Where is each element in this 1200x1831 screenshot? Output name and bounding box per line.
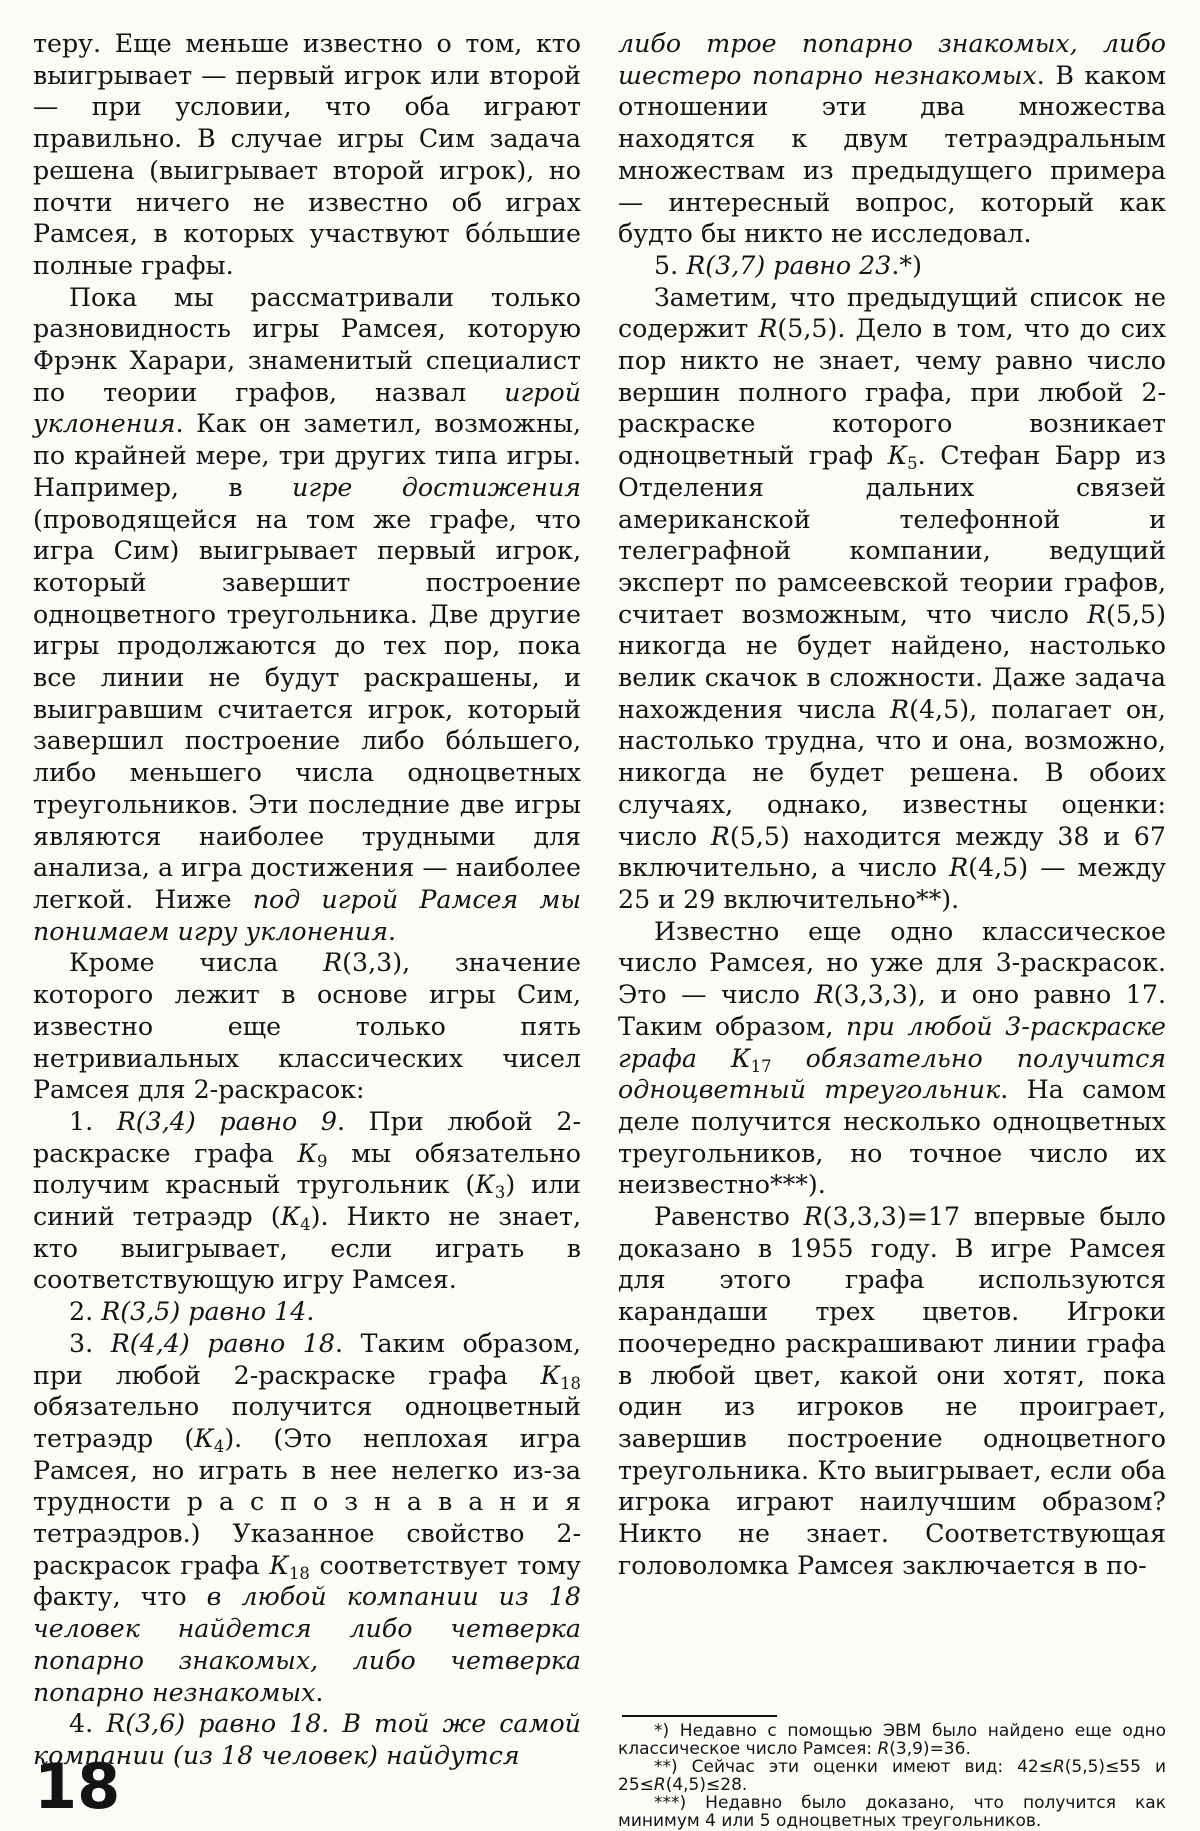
footnotes (618, 1722, 1166, 1830)
list-item: 3. R(4,4) равно 18. Таким образом, при любой 2-раскраске графа $К_{18}$ обязательно получится одноцветный тетраэдр $(К_4)$. (Это неплохая игра Рамсея, но играть в нее нелегко из-за трудности р а с п о з н а в а н и я тетраэдров.) Указанное свойство 2-раскрасок графа $К_{18}$ соответствует тому факту, что в любой компании из 18 человек найдется либо четверка попарно знакомых, либо четверка попарно незнакомых. (33, 1328, 582, 1707)
page-number: 18 (34, 1750, 121, 1823)
list-item: 2. R(3,5) равно 14. (69, 1297, 315, 1327)
footnote: **) Сейчас эти оценки имеют вид: 42≤R(5,5)≤55 и 25≤R(4,5)≤28. (618, 1757, 1166, 1795)
footnote-divider (622, 1715, 777, 1717)
list-item: 5. R(3,7) равно 23.*) (654, 250, 922, 280)
left-column (33, 28, 581, 1772)
list-item: 1. R(3,4) равно 9. При любой 2-раскраске графа $К_9$ мы обязательно получим красный тругольник $(К_3)$ или синий тетраэдр $(К_4)$. Никто не знает, кто выигрывает, если играть в соответствующую игру Рамсея. (33, 1106, 582, 1295)
paragraph: Заметим, что предыдущий список не содержит R(5,5). Дело в том, что до сих пор никто не знает, чему равно число вершин полного графа, при любой 2-раскраске которого возникает одноцветный граф $К_5$. Стефан Барр из Отделения дальних связей американской телефонной и телеграфной компании, ведущий эксперт по рамсеевской теории графов, считает возможным, что число R(5,5) никогда не будет найдено, настолько велик скачок в сложности. Даже задача нахождения числа R(4,5), полагает он, настолько трудна, что и она, возможно, никогда не будет решена. В обоих случаях, однако, известны оценки: число R(5,5) находится между 38 и 67 включительно, а число R(4,5) — между 25 и 29 включительно**). (618, 282, 1167, 914)
list-item: 4. R(3,6) равно 18. В той же самой компании (из 18 человек) найдутся (33, 1709, 581, 1770)
paragraph: Кроме числа R(3,3), значение которого лежит в основе игры Сим, известно еще только пять нетривиальных классических чисел Рамсея для 2-раскрасок: (33, 948, 581, 1105)
paragraph: теру. Еще меньше известно о том, кто выигрывает — первый игрок или второй — при условии, что оба играют правильно. В случае игры Сим задача решена (выигрывает второй игрок), но почти ничего не известно об играх Рамсея, в которых участвуют бо́льшие полные графы. (33, 29, 581, 280)
right-column (618, 28, 1166, 1581)
footnote: *) Недавно с помощью ЭВМ было найдено еще одно классическое число Рамсея: R(3,9)=36. (618, 1721, 1166, 1759)
paragraph: Равенство R(3,3,3)=17 впервые было доказано в 1955 году. В игре Рамсея для этого графа используются карандаши трех цветов. Игроки поочередно раскрашивают линии графа в любой цвет, какой они хотят, пока один из игроков не проиграет, завершив построение одноцветного треугольника. Кто выигрывает, если оба игрока играют наилучшим образом? Никто не знает. Соответствующая головоломка Рамсея заключается в по- (618, 1202, 1166, 1580)
paragraph: Пока мы рассматривали только разновидность игры Рамсея, которую Фрэнк Харари, знаменитый специалист по теории графов, назвал игрой уклонения. Как он заметил, возможны, по крайней мере, три других типа игры. Например, в игре достижения (проводящейся на том же графе, что игра Сим) выигрывает первый игрок, который завершит построение одноцветного треугольника. Две другие игры продолжаются до тех пор, пока все линии не будут раскрашены, и выигравшим считается игрок, который завершил построение либо бо́льшего, либо меньшего числа одноцветных треугольников. Эти последние две игры являются наиболее трудными для анализа, а игра достижения — наиболее легкой. Ниже под игрой Рамсея мы понимаем игру уклонения. (33, 282, 581, 946)
footnote: ***) Недавно было доказано, что получится как минимум 4 или 5 одноцветных треугольников. (618, 1793, 1166, 1831)
paragraph: либо трое попарно знакомых, либо шестеро попарно незнакомых. В каком отношении эти два множества находятся к двум тетраэдральным множествам из предыдущего примера — интересный вопрос, который как будто бы никто не исследовал. (618, 29, 1167, 249)
paragraph: Известно еще одно классическое число Рамсея, но уже для 3-раскрасок. Это — число R(3,3,3), и оно равно 17. Таким образом, при любой 3-раскраске графа $К_{17}$ обязательно получится одноцветный треугольник. На самом деле получится несколько одноцветных треугольников, но точное число их неизвестно***). (618, 916, 1166, 1200)
